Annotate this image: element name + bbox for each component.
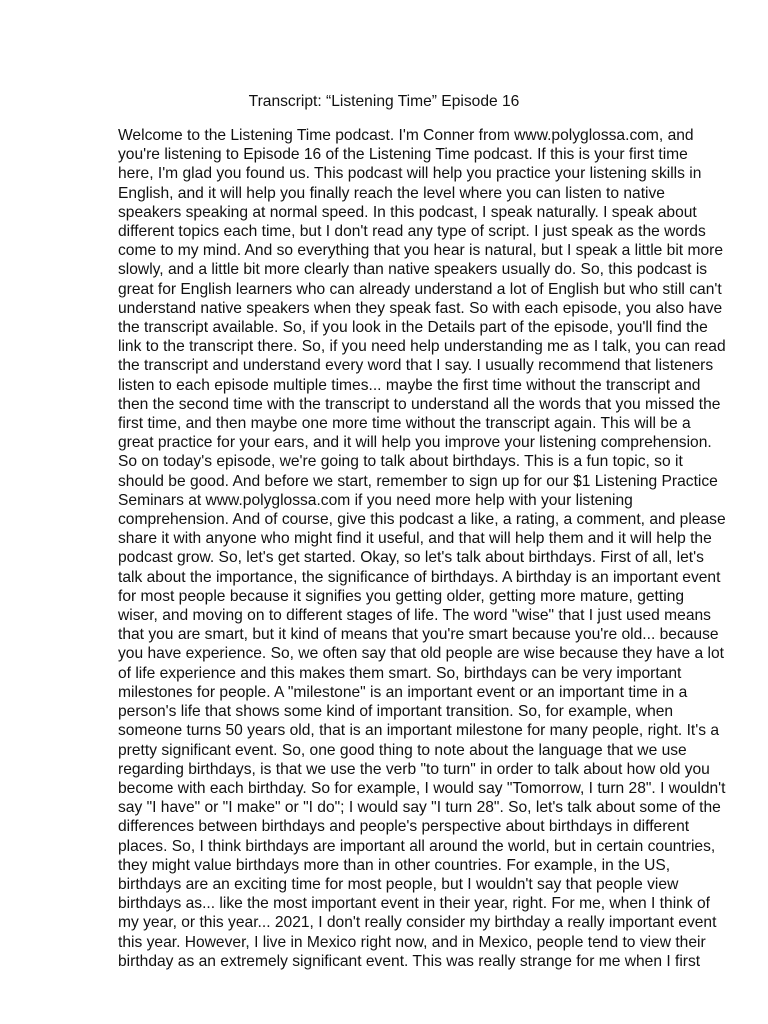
transcript-line: comprehension. And of course, give this podcast a like, a rating, a comment, and please bbox=[118, 511, 726, 529]
transcript-line: Seminars at www.polyglossa.com if you need more help with your listening bbox=[118, 491, 633, 509]
transcript-line: first time, and then maybe one more time without the transcript again. This will be a bbox=[118, 415, 691, 433]
transcript-line: birthdays as... like the most important event in their year, right. For me, when I think of bbox=[118, 895, 710, 913]
transcript-line: slowly, and a little bit more clearly than native speakers usually do. So, this podcast is bbox=[118, 261, 708, 279]
transcript-line: should be good. And before we start, remember to sign up for our $1 Listening Practice bbox=[118, 472, 718, 490]
transcript-line: link to the transcript there. So, if you need help understanding me as I talk, you can read bbox=[118, 338, 726, 356]
transcript-line: of life experience and this makes them smart. So, birthdays can be very important bbox=[118, 664, 682, 682]
transcript-line: this year. However, I live in Mexico right now, and in Mexico, people tend to view their bbox=[118, 933, 706, 951]
transcript-line: milestones for people. A "milestone" is an important event or an important time in a bbox=[118, 683, 688, 701]
transcript-line: So on today's episode, we're going to talk about birthdays. This is a fun topic, so it bbox=[118, 453, 683, 471]
transcript-line: you have experience. So, we often say that old people are wise because they have a lot bbox=[118, 645, 724, 663]
transcript-line: become with each birthday. So for example, I would say "Tomorrow, I turn 28". I wouldn't bbox=[118, 779, 726, 797]
transcript-line: regarding birthdays, is that we use the verb "to turn" in order to talk about how old you bbox=[118, 760, 710, 778]
transcript-line: come to my mind. And so everything that you hear is natural, but I speak a little bit more bbox=[118, 242, 723, 260]
transcript-line: the transcript and understand every word that I say. I usually recommend that listeners bbox=[118, 357, 714, 375]
transcript-line: places. So, I think birthdays are important all around the world, but in certain countries, bbox=[118, 837, 716, 855]
transcript-line: talk about the importance, the significance of birthdays. A birthday is an important event bbox=[118, 568, 721, 586]
transcript-line: someone turns 50 years old, that is an important milestone for many people, right. It's a bbox=[118, 722, 720, 740]
transcript-line: podcast grow. So, let's get started. Okay, so let's talk about birthdays. First of all, let's bbox=[118, 549, 704, 567]
transcript-line: English, and it will help you finally reach the level where you can listen to native bbox=[118, 184, 665, 202]
transcript-body bbox=[118, 126, 726, 971]
transcript-line: that you are smart, but it kind of means that you're smart because you're old... because bbox=[118, 626, 719, 644]
transcript-line: you're listening to Episode 16 of the Listening Time podcast. If this is your first time bbox=[118, 146, 688, 164]
transcript-line: they might value birthdays more than in other countries. For example, in the US, bbox=[118, 856, 671, 874]
transcript-line: different topics each time, but I don't read any type of script. I just speak as the words bbox=[118, 223, 706, 241]
transcript-line: the transcript available. So, if you look in the Details part of the episode, you'll find the bbox=[118, 319, 708, 337]
transcript-line: then the second time with the transcript to understand all the words that you missed the bbox=[118, 395, 721, 413]
transcript-line: for most people because it signifies you getting older, getting more mature, getting bbox=[118, 587, 685, 605]
transcript-line: birthdays are an exciting time for most people, but I wouldn't say that people view bbox=[118, 875, 679, 893]
transcript-line: differences between birthdays and people's perspective about birthdays in different bbox=[118, 818, 690, 836]
transcript-line: understand native speakers when they speak fast. So with each episode, you also have bbox=[118, 299, 723, 317]
transcript-line: my year, or this year... 2021, I don't really consider my birthday a really important event bbox=[118, 914, 717, 932]
transcript-line: birthday as an extremely significant event. This was really strange for me when I first bbox=[118, 952, 701, 970]
transcript-line: share it with anyone who might find it useful, and that will help them and it will help the bbox=[118, 530, 712, 548]
transcript-line: say "I have" or "I make" or "I do"; I would say "I turn 28". So, let's talk about some of the bbox=[118, 799, 721, 817]
transcript-line: great practice for your ears, and it will help you improve your listening comprehension. bbox=[118, 434, 712, 452]
transcript-line: wiser, and moving on to different stages of life. The word "wise" that I just used means bbox=[118, 607, 711, 625]
transcript-line: Welcome to the Listening Time podcast. I'm Conner from www.polyglossa.com, and bbox=[118, 127, 694, 144]
document-title: Transcript: “Listening Time” Episode 16 bbox=[248, 93, 520, 110]
transcript-line: pretty significant event. So, one good thing to note about the language that we use bbox=[118, 741, 687, 759]
transcript-line: speakers speaking at normal speed. In this podcast, I speak naturally. I speak about bbox=[118, 203, 697, 221]
transcript-line: here, I'm glad you found us. This podcast will help you practice your listening skills in bbox=[118, 165, 702, 183]
transcript-line: person's life that shows some kind of important transition. So, for example, when bbox=[118, 703, 674, 721]
transcript-line: listen to each episode multiple times... maybe the first time without the transcript and bbox=[118, 376, 701, 394]
transcript-line: great for English learners who can already understand a lot of English but who still can't bbox=[118, 280, 722, 298]
